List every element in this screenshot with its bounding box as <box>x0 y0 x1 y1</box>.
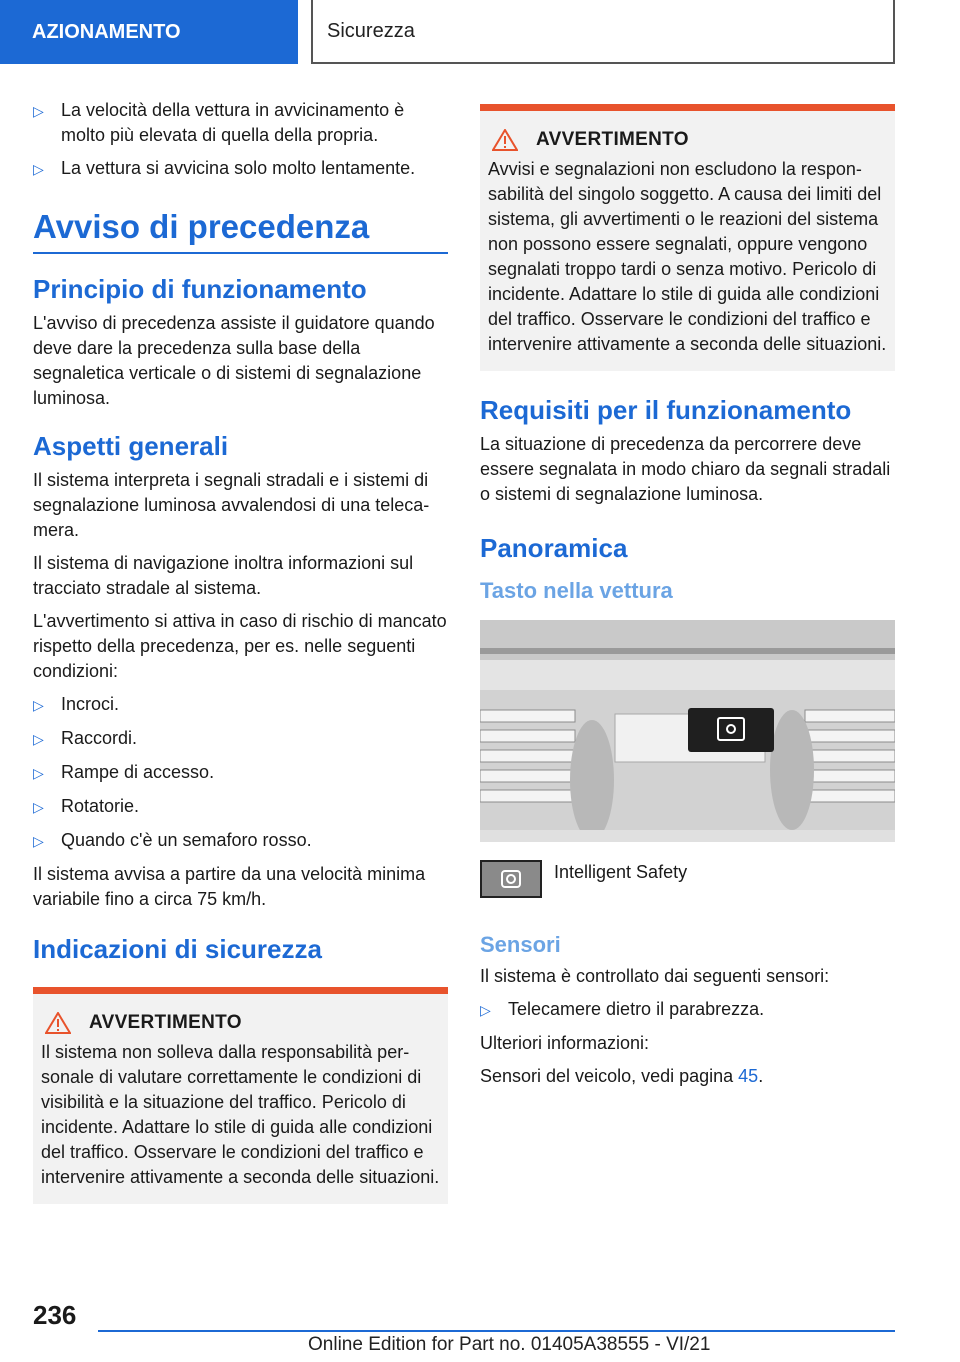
footer-divider <box>98 1330 895 1332</box>
warning-box <box>480 104 895 371</box>
main-heading: Avviso di precedenza <box>33 208 448 254</box>
general-paragraph: Il sistema di navigazione inoltra informazioni sul tracciato stradale al sistema. <box>33 553 414 598</box>
list-item: ▷ Quando c'è un semaforo rosso. <box>33 828 448 854</box>
list-item: ▷ Telecamere dietro il parabrezza. <box>480 997 895 1023</box>
dashboard-photo-image <box>480 620 895 842</box>
principle-text: L'avviso di precedenza assiste il guidatore quando deve dare la precedenza sulla base della segnaletica verticale o di sistemi di segnalazione luminosa. <box>33 313 435 408</box>
button-heading: Tasto nella vettura <box>480 578 673 603</box>
page-reference: Sensori del veicolo, vedi pagina 45. <box>480 1066 764 1086</box>
car-safety-icon <box>499 869 523 889</box>
bullet-triangle-icon: ▷ <box>33 697 44 713</box>
warning-title: AVVERTIMENTO <box>89 1012 242 1033</box>
list-item: ▷ Rampe di accesso. <box>33 760 448 786</box>
general-paragraph: L'avvertimento si attiva in caso di rischio di mancato rispetto della precedenza, per es. nelle seguenti condizioni: <box>33 611 447 681</box>
sensors-heading: Sensori <box>480 932 561 957</box>
intelligent-safety-button-icon <box>480 860 542 898</box>
bullet-triangle-icon: ▷ <box>33 103 44 119</box>
more-info-label: Ulteriori informazioni: <box>480 1033 650 1053</box>
requirements-text: La situazione di precedenza da percorrere deve essere segnalata in modo chiaro da segnali stradali o sistemi di segnalazione luminosa. <box>480 434 891 504</box>
sensors-text: Il sistema è controllato dai seguenti sensori: <box>480 966 830 986</box>
button-label: Intelligent Safety <box>554 862 688 882</box>
section-title: Sicurezza <box>311 0 895 64</box>
bullet-triangle-icon: ▷ <box>33 161 44 177</box>
safety-heading: Indicazioni di sicurezza <box>33 934 322 964</box>
edition-text: Online Edition for Part no. 01405A38555 - VI/21 <box>308 1334 711 1355</box>
general-paragraph: Il sistema avvisa a partire da una velocità minima variabile fino a circa 75 km/h. <box>33 864 426 909</box>
right-column <box>480 104 895 1097</box>
overview-heading: Panoramica <box>480 533 628 563</box>
bullet-triangle-icon: ▷ <box>480 1002 491 1018</box>
warning-text: Avvisi e segnalazioni non escludono la responsabilità del singolo soggetto. A causa dei limiti del sistema, gli avvertimenti o le reazioni del sistema non possono essere segnalati, oppure vengono segnalati troppo tardi o senza motivo. Pericolo di incidente. Adattare lo stile di guida alle condizioni del traffico. Osservare le condizioni del traffico e intervenire attivamente a seconda delle situazioni. <box>488 159 887 354</box>
bullet-triangle-icon: ▷ <box>33 731 44 747</box>
list-item: ▷ La vettura si avvicina solo molto lentamente. <box>33 156 448 182</box>
warning-triangle-icon <box>492 129 518 151</box>
page-link[interactable]: 45 <box>738 1066 759 1086</box>
principle-heading: Principio di funzionamento <box>33 274 367 304</box>
list-item: ▷ La velocità della vettura in avvicinamento è molto più elevata di quella della propria. <box>33 98 448 148</box>
list-item: ▷ Raccordi. <box>33 726 448 752</box>
dashboard-button-photo <box>480 620 895 842</box>
bullet-triangle-icon: ▷ <box>33 765 44 781</box>
chapter-tab: AZIONAMENTO <box>0 0 298 64</box>
general-paragraph: Il sistema interpreta i segnali stradali e i sistemi di segnalazione luminosa avvalendosi di una telecamera. <box>33 470 430 540</box>
warning-title: AVVERTIMENTO <box>536 129 689 150</box>
requirements-heading: Requisiti per il funzionamento <box>480 395 852 425</box>
list-item: ▷ Incroci. <box>33 692 448 718</box>
general-heading: Aspetti generali <box>33 431 229 461</box>
list-item: ▷ Rotatorie. <box>33 794 448 820</box>
warning-box <box>33 987 448 1204</box>
page-number: 236 <box>33 1300 77 1330</box>
warning-triangle-icon <box>45 1012 71 1034</box>
bullet-triangle-icon: ▷ <box>33 799 44 815</box>
bullet-triangle-icon: ▷ <box>33 833 44 849</box>
left-column <box>33 98 448 1204</box>
warning-text: Il sistema non solleva dalla responsabilità personale di valutare correttamente le condizioni di visibilità e la situazione del traffico. Pericolo di incidente. Adattare lo stile di guida alle condizioni del traffico. Osservare le condizioni del traffico e intervenire attivamente a seconda delle situazioni. <box>41 1042 440 1187</box>
